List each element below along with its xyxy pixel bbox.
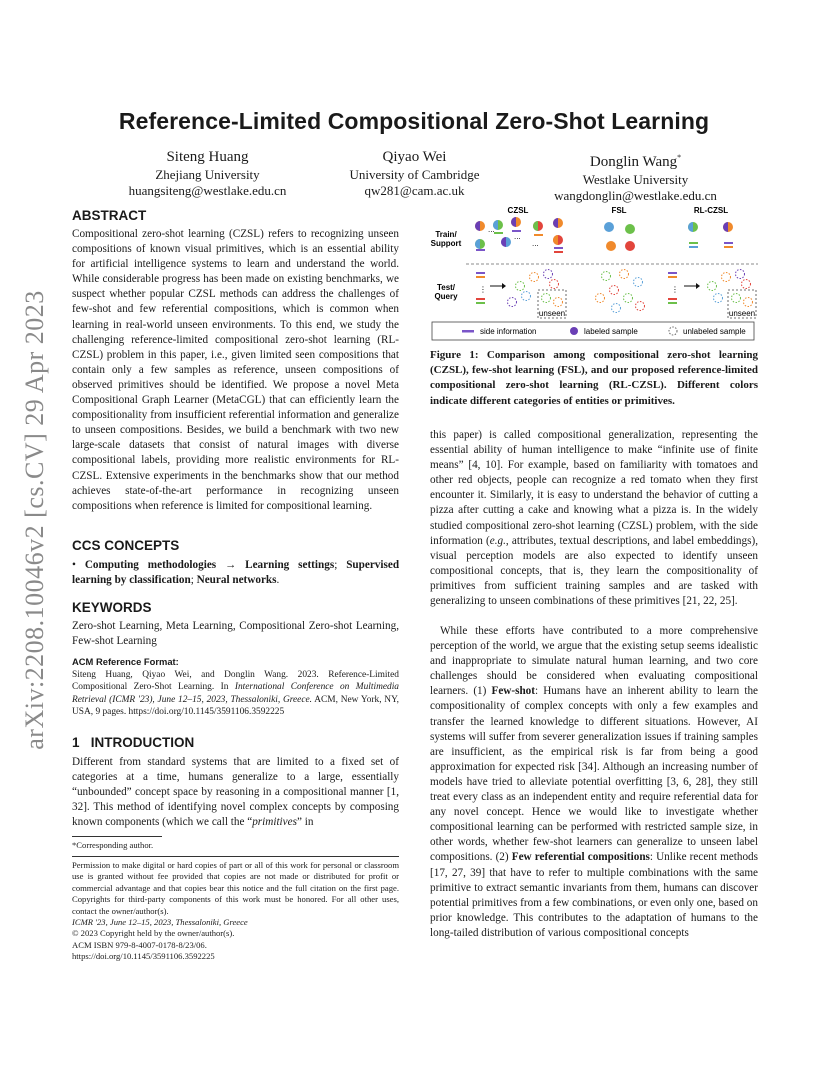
row-train-1: Train/ <box>435 230 457 239</box>
ccs-item: Learning settings <box>245 559 335 571</box>
permission-block <box>72 860 399 963</box>
text: this paper) is called compositional generalization, representing the essential ability of human intelligence to make “infinite use of finite means” [4, 10]. For example, based on familiarity with tomatoes and other red objects, people can recognize a red tomato when they first encounter it. Similarly, it is easy to understand the behavior of cutting a pizza after cutting a cake and knowing what a pizza is. In the widely studied compositional zero-shot learning (CZSL) problem, with the side information ( <box>430 429 758 547</box>
unseen-label: unseen <box>538 309 566 318</box>
ellipsis: ... <box>514 232 521 241</box>
ellipsis: ... <box>488 225 495 234</box>
footnote-corresponding: *Corresponding author. <box>72 840 154 850</box>
author-name: Qiyao Wei <box>382 149 447 165</box>
acm-ref-text: Siteng Huang, Qiyao Wei, and Donglin Wang. 2023. Reference-Limited Compositional Zero-Shot Learning. In <box>72 669 399 693</box>
text: ” in <box>296 816 314 829</box>
arxiv-id: arXiv:2208.10046v2 [cs.CV] 29 Apr 2023 <box>20 290 49 750</box>
legend-unlabeled: unlabeled sample <box>683 327 746 336</box>
author-email: qw281@cam.ac.uk <box>364 183 465 198</box>
ellipsis: ... <box>532 239 539 248</box>
text: While these efforts have contributed to a more comprehensive perception of the world, we argue that the existing setup seems idealistic and inappropriate to simulate natural human learning, and two core challenges should be considered when evaluating compositional learners. (1) <box>430 625 758 698</box>
intro-paragraph-1-start <box>72 755 399 830</box>
permission-text: Permission to make digital or hard copies of part or all of this work for personal or classroom use is granted without fee provided that copies are not made or distributed for profit or commercial advantage and that copies bear this notice and the full citation on the first page. Copyrights for third-party components of this work must be honored. For all other uses, contact the owner/author(s). <box>72 860 399 916</box>
author-affiliation: Westlake University <box>582 172 689 187</box>
legend-side-info: side information <box>480 327 537 336</box>
emphasis: e.g. <box>489 534 506 547</box>
paper-title: Reference-Limited Compositional Zero-Shot Learning <box>118 108 710 134</box>
side-info-swatch <box>462 330 474 333</box>
figure-legend <box>432 322 754 340</box>
abstract-heading: ABSTRACT <box>72 208 147 223</box>
fsl-train-samples <box>604 222 635 251</box>
acm-ref-text: ACM, New York, NY, USA, 9 pages. https://doi.org/10.1145/3591106.3592225 <box>72 694 399 718</box>
row-test-1: Test/ <box>436 283 456 292</box>
figure-1 <box>428 202 758 342</box>
acm-reference <box>72 656 399 719</box>
unlabeled-swatch <box>669 327 677 335</box>
ccs-item: Computing methodologies <box>84 559 217 571</box>
abstract-text: Compositional zero-shot learning (CZSL) refers to recognizing unseen compositions of known visual primitives, which is an essential ability for artificial intelligence systems to learn and understand the world. While considerable progress has been made on existing benchmarks, we suspect whether popular CZSL methods can address the challenges of few-shot and few referential compositions, which is common when learning in real-world unseen environments. To this end, we study the challenging reference-limited compositional zero-shot learning (RL-CZSL) problem in this paper, i.e., given limited seen compositions that contain only a few samples as reference, unseen compositions of observed primitives should be identified. We propose a novel Meta Compositional Graph Learner (MetaCGL) that can efficiently learn the compositionality from insufficient referential information and generalize to unseen compositions. Besides, we build a benchmark with two new large-scale datasets that consist of natural images with diverse compositional labels, providing more realistic environments for RL-CZSL. Extensive experiments in the benchmarks show that our method achieves state-of-the-art performance in recognizing unseen compositions when reference is limited for compositional learning. <box>72 228 399 512</box>
footnote-rule <box>72 836 162 837</box>
isbn: ACM ISBN 979-8-4007-0178-8/23/06. <box>72 939 207 950</box>
copyright: © 2023 Copyright held by the owner/author(s). <box>72 928 235 939</box>
conference: ICMR '23, June 12–15, 2023, Thessaloniki, Greece <box>72 917 248 928</box>
corresponding-mark: * <box>677 153 682 162</box>
text: : Unlike recent methods [17, 27, 39] that have to refer to multiple combinations with the same primitive to extract semantic invariants from them, humans can discover potential primitives from a few combinations, or even only one, based on prior knowledge. This contributes to the adaptation of humans to the long-tailed distribution of various compositional concepts <box>430 851 758 939</box>
row-train-2: Support <box>430 239 462 248</box>
intro-paragraph-2 <box>430 624 758 941</box>
intro-heading <box>72 735 194 750</box>
emphasis: Few referential compositions <box>511 851 650 864</box>
intro-paragraph-1-cont <box>430 428 758 609</box>
figure-caption: Figure 1: Comparison among compositional zero-shot learning (CZSL), few-shot learning (FSL), and our proposed reference-limited compositional zero-shot learning (RL-CZSL). Different colors indicate different categories of entities or primitives. <box>430 349 758 407</box>
row-test-2: Query <box>434 292 458 301</box>
author-3 <box>523 148 748 204</box>
figure-diagram <box>428 202 758 342</box>
arxiv-stamp <box>10 280 60 760</box>
keywords-text: Zero-shot Learning, Meta Learning, Compositional Zero-shot Learning, Few-shot Learning <box>72 620 399 648</box>
acm-ref-heading: ACM Reference Format: <box>72 656 179 667</box>
section-number: 1 <box>72 735 80 750</box>
ccs-heading: CCS CONCEPTS <box>72 538 180 553</box>
period: . <box>276 574 280 587</box>
author-affiliation: Zhejiang University <box>155 167 260 182</box>
text: : Humans have an inherent ability to learn the compositionality of complex concepts with only a few examples and transfer the learned knowledge to different situations. However, AI systems will suffer from severer generalization issues if training samples are insufficient, as the empirical risk is far from being a good approximation for expected risk [34]. Although an increasing number of models have tried to alleviate potential overfitting [3, 6, 28], they still treat every class as an independent entity and require referential data for any novel concept. Hence we would like to investigate whether compositional learning can be performed with restricted sample size, in other words, whether few-shot learners can generalize to unseen label compositions. (2) <box>430 685 759 864</box>
legend-labeled: labeled sample <box>584 327 638 336</box>
author-name: Donglin Wang <box>589 154 678 170</box>
emphasis: primitives <box>252 816 297 829</box>
col-rl-czsl: RL-CZSL <box>693 206 729 215</box>
bullet: • <box>72 559 76 571</box>
col-fsl: FSL <box>611 206 627 215</box>
vertical-ellipsis: ⋮ <box>671 285 679 294</box>
ccs-concepts <box>72 558 399 588</box>
labeled-swatch <box>570 327 578 335</box>
emphasis: Few-shot <box>491 685 535 698</box>
text: Different from standard systems that are limited to a fixed set of categories at a time, humans generalize to a large, essentially “unbounded” concept space by reasoning in a compositional manner [1, 32]. This method of identifying novel complex concepts by composing known components (which we call the “ <box>72 756 399 829</box>
fsl-test-samples <box>596 270 645 313</box>
ccs-item: Supervised learning by classification <box>72 559 400 587</box>
czsl-test-samples <box>476 270 566 319</box>
author-name: Siteng Huang <box>166 149 249 165</box>
ccs-item: Neural networks <box>196 574 277 587</box>
keywords-heading: KEYWORDS <box>72 600 152 615</box>
col-czsl: CZSL <box>507 206 529 215</box>
unseen-label: unseen <box>728 309 756 318</box>
section-title: INTRODUCTION <box>90 735 195 750</box>
czsl-train-samples <box>475 217 563 253</box>
acm-ref-venue: International Conference on Multimedia Retrieval (ICMR '23), June 12–15, 2023, Thessaloniki, Greece. <box>72 682 399 705</box>
arrow-icon: → <box>225 559 237 571</box>
permission-rule <box>72 856 399 857</box>
author-2 <box>302 148 527 199</box>
text: , attributes, textual descriptions, and label embeddings), visual perception models are also expected to identify unseen compositional concepts, that is, they learn the compositionality of primitives from sufficient training samples and are tasked with generalizing to unseen combinations of these primitives [21, 22, 25]. <box>430 534 758 608</box>
author-email: wangdonglin@westlake.edu.cn <box>554 188 717 203</box>
rl-czsl-test-samples <box>668 270 756 319</box>
author-affiliation: University of Cambridge <box>349 167 480 182</box>
author-email: huangsiteng@westlake.edu.cn <box>128 183 287 198</box>
separator: ; <box>190 574 194 587</box>
separator: ; <box>334 559 338 571</box>
author-1 <box>95 148 320 199</box>
rl-czsl-train-samples <box>688 222 733 248</box>
doi: https://doi.org/10.1145/3591106.3592225 <box>72 951 215 962</box>
vertical-ellipsis: ⋮ <box>479 285 487 294</box>
